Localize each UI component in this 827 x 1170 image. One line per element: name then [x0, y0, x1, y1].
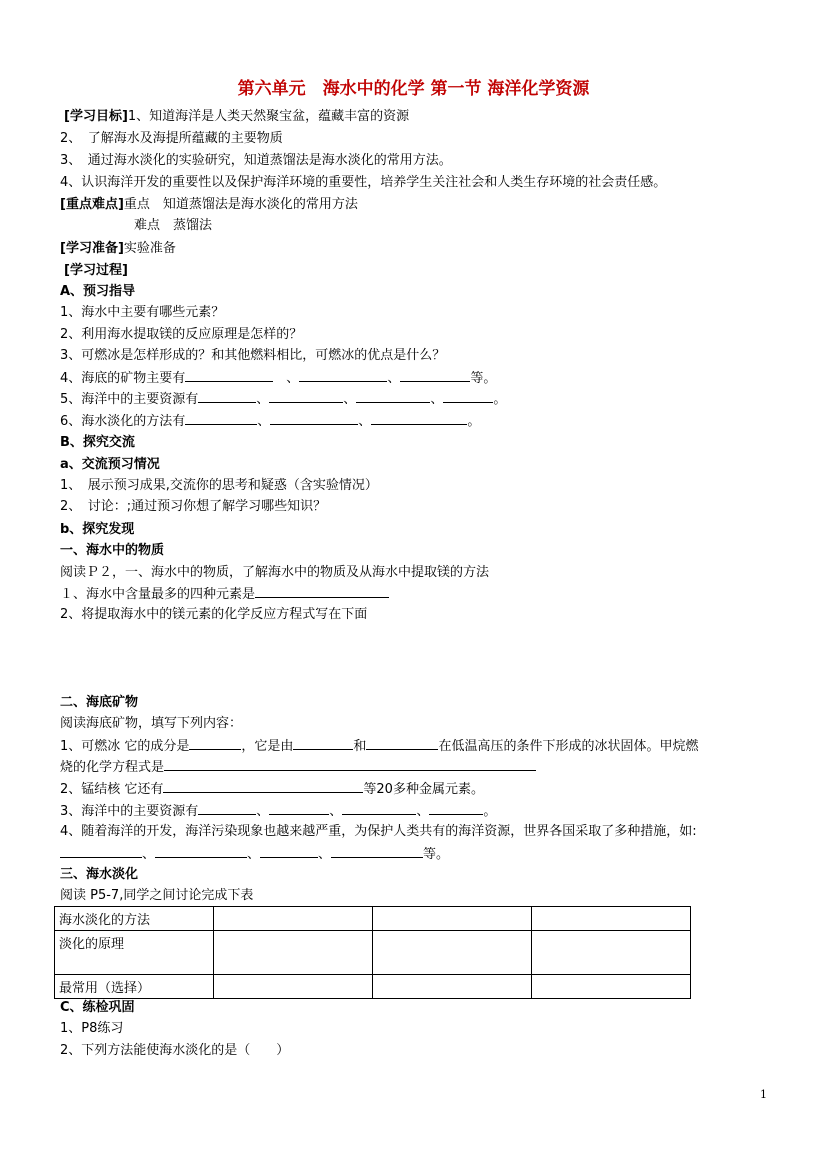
subsection-2-q1 [60, 737, 698, 756]
page-number: 1 [760, 1088, 767, 1101]
question-a2: 2、利用海水提取镁的反应原理是怎样的？ [60, 327, 303, 342]
subsection-2-read: 阅读海底矿物，填写下列内容： [60, 716, 243, 731]
page-title: 第六单元 海水中的化学 第一节 海洋化学资源 [237, 79, 590, 99]
subsection-1-q1 [60, 585, 389, 604]
blank[interactable] [164, 758, 536, 771]
blank[interactable] [400, 369, 470, 382]
sep: 、 [343, 392, 357, 407]
objective-2: 2、 了解海水及海提所蕴藏的主要物质 [60, 131, 283, 146]
process-label: [学习过程] [64, 263, 128, 278]
sep: 、 [256, 804, 270, 819]
blank[interactable] [366, 737, 438, 750]
s2q2-prefix: 2、锰结核 它还有 [60, 782, 164, 797]
blank[interactable] [155, 845, 247, 858]
table-cell[interactable] [214, 975, 373, 999]
objective-3: 3、 通过海水淡化的实验研究，知道蒸馏法是海水淡化的常用方法。 [60, 153, 452, 168]
blank[interactable] [331, 845, 423, 858]
blank[interactable] [356, 390, 430, 403]
s2q4-end: 等。 [423, 847, 450, 862]
section-a-heading: A、预习指导 [60, 284, 136, 299]
sep: 、 [416, 804, 430, 819]
question-a6 [60, 412, 480, 431]
table-cell[interactable] [214, 907, 373, 931]
blank[interactable] [371, 412, 467, 425]
blank[interactable] [185, 369, 273, 382]
question-a5 [60, 390, 506, 409]
section-c-heading: C、练检巩固 [60, 1000, 135, 1015]
s2q1-prefix: 1、可燃冰 它的成分是 [60, 739, 190, 754]
blank[interactable] [270, 412, 358, 425]
blank[interactable] [255, 585, 389, 598]
subsection-1-read: 阅读Ｐ２，一、海水中的物质，了解海水中的物质及从海水中提取镁的方法 [60, 565, 490, 580]
sep: 、 [256, 392, 270, 407]
keypoint-key: 重点 知道蒸馏法是海水淡化的常用方法 [123, 197, 358, 212]
blank[interactable] [185, 412, 257, 425]
table-row-label: 最常用（选择） [55, 975, 214, 999]
table-row-label: 淡化的原理 [55, 931, 214, 975]
sep: 、 [387, 371, 401, 386]
s2q2-end: 等20多种金属元素。 [363, 782, 484, 797]
question-a3: 3、可燃冰是怎样形成的？和其他燃料相比，可燃冰的优点是什么？ [60, 348, 446, 363]
table-row [55, 907, 691, 931]
table-row [55, 975, 691, 999]
table-cell[interactable] [373, 975, 532, 999]
blank[interactable] [260, 845, 318, 858]
blank[interactable] [60, 845, 142, 858]
s2q3-end: 。 [483, 804, 497, 819]
s2q1b-text: 烧的化学方程式是 [60, 760, 165, 775]
blank[interactable] [293, 737, 353, 750]
objectives-line-1 [64, 108, 409, 126]
blank[interactable] [163, 780, 363, 793]
question-a1: 1、海水中主要有哪些元素？ [60, 305, 225, 320]
blank[interactable] [429, 802, 483, 815]
subsection-1-q2: 2、将提取海水中的镁元素的化学反应方程式写在下面 [60, 607, 368, 622]
blank[interactable] [198, 390, 256, 403]
sep: 、 [329, 804, 343, 819]
q5-prefix: 5、海洋中的主要资源有 [60, 392, 199, 407]
subsection-2-q4: 4、随着海洋的开发，海洋污染现象也越来越严重，为保护人类共有的海洋资源，世界各国采取了多种措施，如: [60, 824, 697, 839]
prep-line [60, 240, 176, 258]
subsection-2-q4-blanks [60, 845, 449, 864]
s2q1-mid2: 和 [353, 739, 367, 754]
s2q3-prefix: 3、海洋中的主要资源有 [60, 804, 199, 819]
keypoints-label: [重点难点] [60, 197, 124, 212]
blank[interactable] [443, 390, 493, 403]
blank[interactable] [342, 802, 416, 815]
table-cell[interactable] [532, 931, 691, 975]
table-cell[interactable] [373, 931, 532, 975]
q6-prefix: 6、海水淡化的方法有 [60, 414, 186, 429]
blank[interactable] [269, 390, 343, 403]
keypoint-difficult: 难点 蒸馏法 [134, 218, 213, 233]
subsection-2-heading: 二、海底矿物 [60, 695, 139, 710]
s2q1-end: 在低温高压的条件下形成的冰状固体。甲烷燃 [438, 739, 699, 754]
q4-end: 等。 [470, 371, 497, 386]
subsection-3-read: 阅读 P5-7,同学之间讨论完成下表 [60, 888, 254, 903]
blank[interactable] [198, 802, 256, 815]
sep: 、 [247, 847, 261, 862]
s2q1-mid1: ，它是由 [241, 739, 294, 754]
question-c1: 1、P8练习 [60, 1021, 124, 1036]
table-row-label: 海水淡化的方法 [55, 907, 214, 931]
blank[interactable] [269, 802, 329, 815]
objective-4: 4、认识海洋开发的重要性以及保护海洋环境的重要性，培养学生关注社会和人类生存环境的社会责任感。 [60, 175, 667, 190]
q6-end: 。 [467, 414, 481, 429]
subsection-1-heading: 一、海水中的物质 [60, 543, 165, 558]
s1-q1-text: １、海水中含量最多的四种元素是 [60, 587, 256, 602]
objective-1: 1、知道海洋是人类天然聚宝盆，蕴藏丰富的资源 [127, 109, 410, 124]
subsection-2-q2 [60, 780, 484, 799]
blank[interactable] [299, 369, 387, 382]
subsection-2-q3 [60, 802, 496, 821]
question-c2: 2、下列方法能使海水淡化的是（ ） [60, 1043, 290, 1058]
blank[interactable] [189, 737, 241, 750]
table-cell[interactable] [532, 975, 691, 999]
objectives-label: [学习目标] [64, 109, 128, 124]
keypoints-line [60, 196, 358, 214]
prep-label: [学习准备] [60, 241, 124, 256]
section-bb-heading: b、探究发现 [60, 522, 135, 537]
item-b-a2: 2、 讨论：;通过预习你想了解学习哪些知识？ [60, 499, 327, 514]
prep-text: 实验准备 [123, 241, 176, 256]
section-ba-heading: a、交流预习情况 [60, 457, 160, 472]
table-cell[interactable] [532, 907, 691, 931]
section-b-heading: B、探究交流 [60, 435, 135, 450]
table-cell[interactable] [214, 931, 373, 975]
question-a4 [60, 369, 496, 388]
sep: 、 [358, 414, 372, 429]
q5-end: 。 [493, 392, 507, 407]
subsection-3-heading: 三、海水淡化 [60, 867, 139, 882]
sep: 、 [430, 392, 444, 407]
sep: 、 [142, 847, 156, 862]
desalination-table [54, 906, 691, 999]
table-row [55, 931, 691, 975]
sep: 、 [286, 371, 300, 386]
table-cell[interactable] [373, 907, 532, 931]
subsection-2-q1b [60, 758, 536, 777]
item-b-a1: 1、 展示预习成果,交流你的思考和疑惑（含实验情况） [60, 478, 378, 493]
sep: 、 [257, 414, 271, 429]
q4-prefix: 4、海底的矿物主要有 [60, 371, 186, 386]
sep: 、 [318, 847, 332, 862]
